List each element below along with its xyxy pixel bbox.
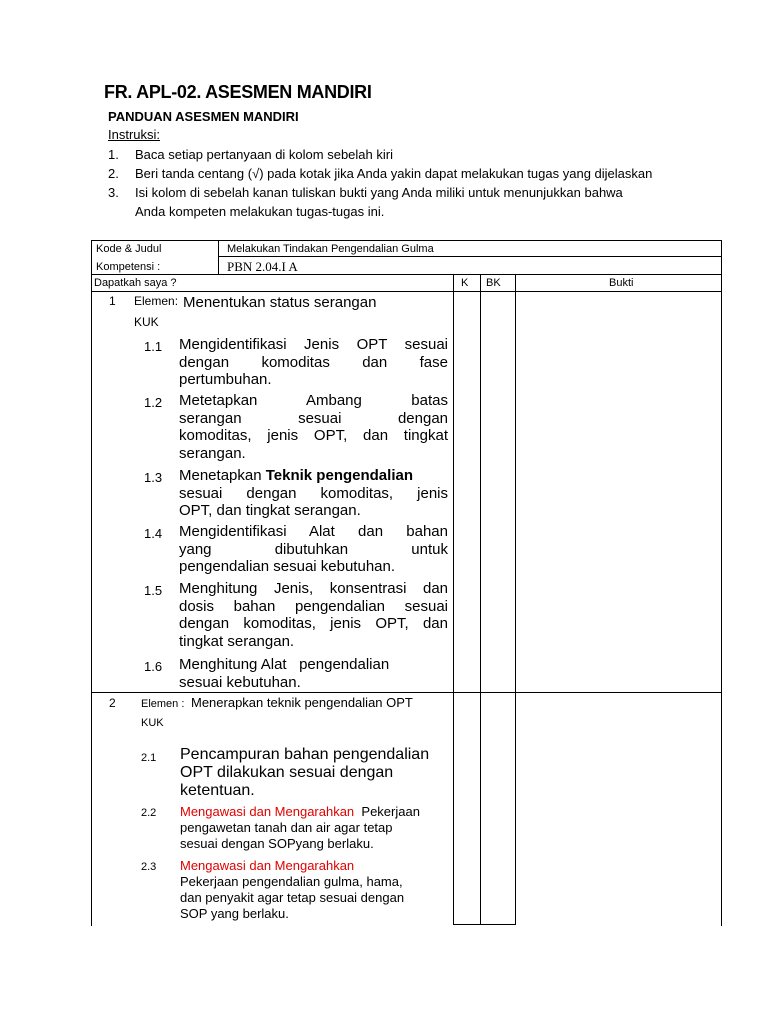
form-title: FR. APL-02. ASESMEN MANDIRI: [104, 82, 372, 102]
kuk-text: Menetapkan Teknik pengendalian sesuai dengan komoditas, jenis OPT, dan tingkat serangan.: [179, 467, 448, 519]
kuk-label: KUK: [134, 315, 159, 329]
kuk-text: Mengawasi dan Mengarahkan Pekerjaan pengendalian gulma, hama, dan penyakit agar tetap sesuai dengan SOP yang berlaku.: [180, 858, 405, 921]
kuk-label: KUK: [141, 717, 164, 729]
instructions-list: 1. Baca setiap pertanyaan di kolom sebelah kiri 2. Beri tanda centang (√) pada kotak jika Anda yakin dapat melakukan tugas yang dijelaskan 3. Isi kolom di sebelah kanan tuliskan bukti yang Anda miliki untuk menunjukkan bahwa Anda kompeten melakukan tugas-tugas ini.: [108, 147, 653, 219]
kuk-text: Menghitung Jenis, konsentrasi dan dosis bahan pengendalian sesuai dengan komoditas, jenis OPT, dan tingkat serangan.: [179, 580, 448, 650]
dapatkah-header: Dapatkah saya ?: [94, 277, 177, 289]
element-number: 2: [109, 696, 116, 710]
element-number: 1: [109, 294, 116, 308]
kuk-text: Mengawasi dan Mengarahkan Pekerjaan pengawetan tanah dan air agar tetap sesuai dengan SOPyang berlaku.: [180, 804, 420, 851]
kuk-number: 2.2: [141, 807, 157, 819]
unit-code: PBN 2.04.I A: [227, 259, 298, 274]
kuk-number: 1.3: [144, 470, 163, 485]
element-label: Elemen:: [134, 294, 179, 308]
bukti-header: Bukti: [609, 277, 634, 289]
kuk-number: 2.3: [141, 861, 157, 873]
kuk-text: Menghitung Alat pengendalian sesuai kebutuhan.: [179, 656, 390, 691]
kuk-number: 1.4: [144, 526, 163, 541]
kuk-number: 1.6: [144, 659, 163, 674]
kuk-number: 1.2: [144, 395, 163, 410]
bk-header: BK: [486, 277, 501, 289]
kuk-text: Metetapkan Ambang batas serangan sesuai dengan komoditas, jenis OPT, dan tingkat serangan.: [179, 392, 448, 462]
guide-title: PANDUAN ASESMEN MANDIRI: [108, 109, 299, 124]
kompetensi-label: Kompetensi :: [96, 261, 161, 273]
kuk-text: Mengidentifikasi Jenis OPT sesuai dengan komoditas dan fase pertumbuhan.: [179, 336, 448, 388]
kode-judul-label: Kode & Judul: [96, 243, 162, 255]
kuk-text: Pencampuran bahan pengendalian OPT dilakukan sesuai dengan ketentuan.: [180, 746, 430, 799]
element-title: Menentukan status serangan: [183, 294, 377, 311]
element-label: Elemen :: [141, 698, 185, 710]
kuk-number: 1.1: [144, 339, 163, 354]
kuk-number: 2.1: [141, 752, 157, 764]
assessment-table: [91, 240, 722, 926]
k-header: K: [461, 277, 469, 289]
element-title: Menerapkan teknik pengendalian OPT: [191, 695, 413, 710]
unit-title: Melakukan Tindakan Pengendalian Gulma: [227, 243, 434, 255]
kuk-number: 1.5: [144, 583, 163, 598]
instructions-heading: Instruksi:: [108, 127, 161, 142]
kuk-text: Mengidentifikasi Alat dan bahan yang dibutuhkan untuk pengendalian sesuai kebutuhan.: [179, 523, 448, 575]
